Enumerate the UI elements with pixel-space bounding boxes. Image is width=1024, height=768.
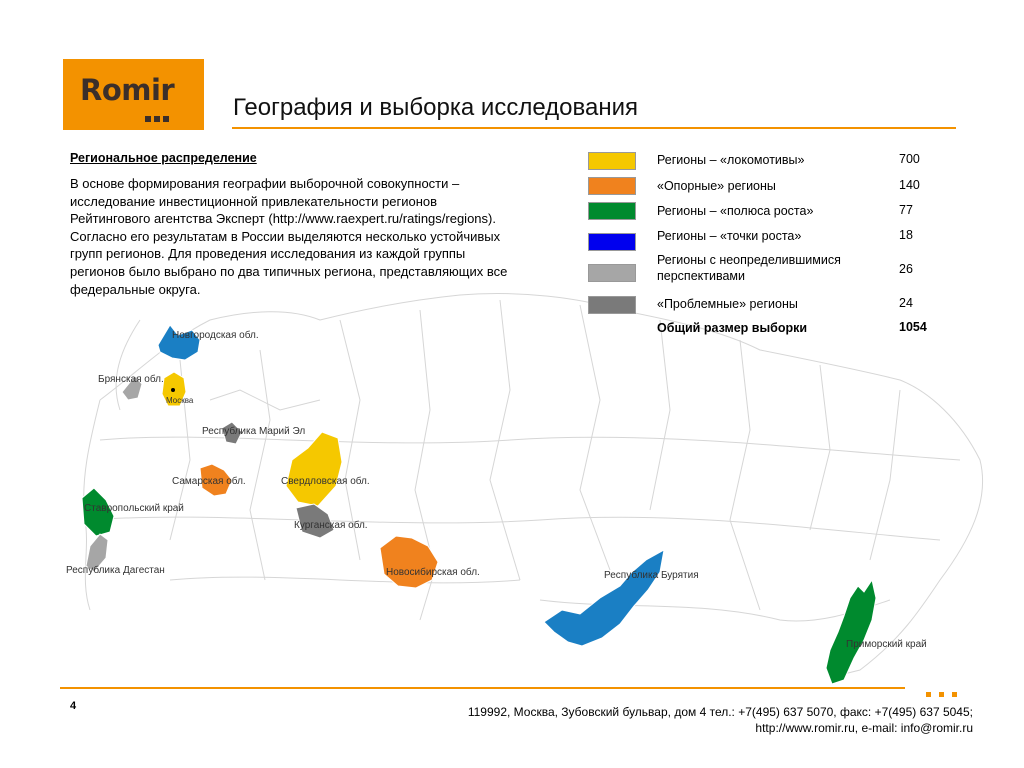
footer-divider: [60, 687, 905, 689]
legend-value: 18: [899, 228, 913, 242]
legend-label: Регионы – «полюса роста»: [657, 204, 814, 218]
legend-value: 140: [899, 178, 920, 192]
map-label-moscow: Москва: [166, 396, 194, 405]
title-divider: [232, 127, 956, 129]
logo-text: Romir: [80, 73, 175, 107]
map-label-buryatia: Республика Бурятия: [604, 570, 699, 581]
legend-label: Регионы – «точки роста»: [657, 229, 802, 243]
contact-info: [468, 704, 973, 736]
total-value: 1054: [899, 320, 927, 334]
legend-value: 26: [899, 262, 913, 276]
map-label-primorsky: Приморский край: [846, 639, 927, 650]
novosibirsk-region: [380, 536, 438, 588]
logo-dots: [145, 109, 172, 127]
legend-swatch: [588, 264, 636, 282]
map-label-stavropol: Ставропольский край: [84, 503, 184, 514]
russia-regions-map: [60, 280, 1000, 690]
intro-line: регионов было выбрано по два типичных региона, представляющих все: [70, 263, 508, 279]
legend-value: 77: [899, 203, 913, 217]
footer-dots: [926, 684, 965, 702]
legend-label: «Опорные» регионы: [657, 179, 776, 193]
primorsky-region: [826, 580, 876, 684]
legend-value: 24: [899, 296, 913, 310]
map-label-novosibirsk: Новосибирская обл.: [386, 567, 480, 578]
map-label-mari-el: Республика Марий Эл: [202, 426, 306, 437]
intro-line: групп регионов. Для проведения исследования из каждой группы: [70, 246, 466, 262]
map-label-dagestan: Республика Дагестан: [66, 565, 165, 576]
legend-swatch: [588, 296, 636, 314]
legend-swatch: [588, 152, 636, 170]
contact-address: 119992, Москва, Зубовский бульвар, дом 4 тел.: +7(495) 637 5070, факс: +7(495) 637 5045;: [467, 705, 973, 719]
map-label-kurgan: Курганская обл.: [294, 520, 368, 531]
intro-line: Согласно его результатам в России выделяются несколько устойчивых: [70, 228, 501, 244]
intro-line: исследование инвестиционной привлекательности регионов: [70, 193, 438, 209]
romir-logo: [63, 59, 204, 130]
map-label-bryansk: Брянская обл.: [98, 374, 164, 385]
map-label-samara: Самарская обл.: [172, 476, 246, 487]
page-number: 4: [70, 700, 77, 712]
section-heading: Региональное распределение: [70, 151, 257, 165]
legend-label: Регионы – «локомотивы»: [657, 153, 805, 167]
moscow-marker: [171, 388, 175, 392]
intro-line: федеральные округа.: [70, 281, 201, 297]
map-label-sverdlovsk: Свердловская обл.: [281, 476, 370, 487]
legend-swatch: [588, 202, 636, 220]
map-label-novgorod: Новгородская обл.: [172, 330, 259, 341]
page-title: География и выборка исследования: [233, 94, 638, 121]
legend-value: 700: [899, 152, 920, 166]
legend-swatch: [588, 233, 636, 251]
contact-web: http://www.romir.ru, e-mail: info@romir.ru: [755, 721, 973, 735]
intro-line: Рейтингового агентства Эксперт (http://www.raexpert.ru/ratings/regions).: [70, 211, 496, 227]
legend-label: Регионы с неопределившимися перспективами: [657, 253, 841, 283]
buryatia-region: [544, 550, 664, 646]
total-label: Общий размер выборки: [657, 321, 808, 335]
legend-label: «Проблемные» регионы: [657, 297, 798, 311]
legend-swatch: [588, 177, 636, 195]
sverdlovsk-region: [286, 432, 342, 506]
intro-line: В основе формирования географии выборочной совокупности –: [70, 176, 460, 191]
